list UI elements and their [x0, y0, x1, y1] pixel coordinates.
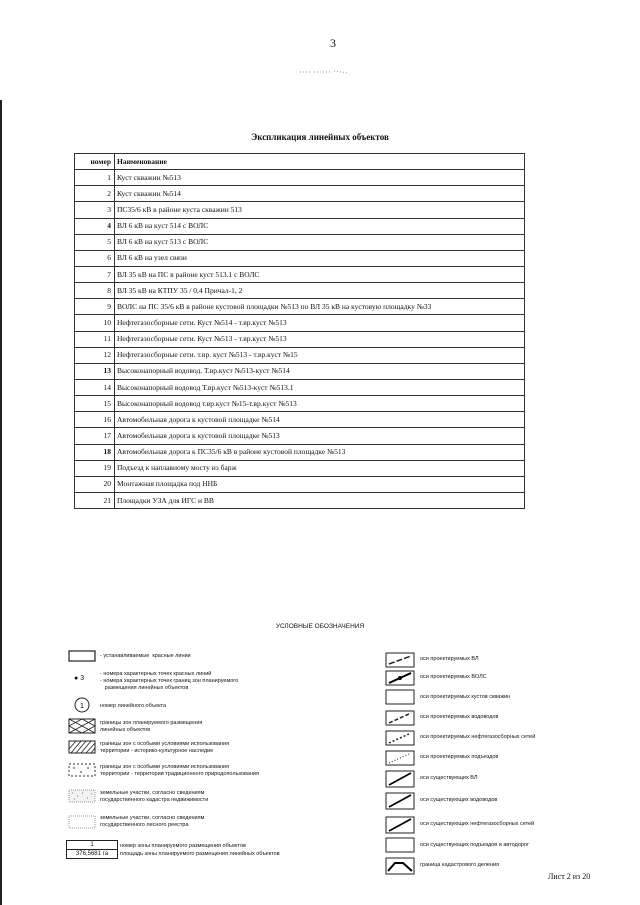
row-number: 6: [75, 250, 115, 266]
existing-oil-gas-line-symbol: [385, 816, 415, 834]
cadastre-parcel-symbol: [68, 789, 96, 803]
legend-right-text: оси проектируемых ВЛ: [420, 656, 479, 662]
legend-right-text: оси проектируемых подъездов: [420, 754, 499, 760]
legend-left-text: - номера характерных точек красных линий - номера характерных точек границ зон планируемого размещения линейных объектов: [100, 671, 239, 691]
table-row: [75, 283, 525, 299]
explication-table: [74, 153, 525, 509]
row-number: 13: [75, 363, 115, 379]
row-number: 16: [75, 412, 115, 428]
row-name: Автомобильная дорога к кустовой площадке №514: [115, 412, 525, 428]
row-name: Высоконапорный водовод Т.вр.куст №513-куст №513.1: [115, 379, 525, 395]
row-number: 20: [75, 476, 115, 492]
traditional-use-zone-symbol: [68, 763, 96, 777]
row-number: 5: [75, 234, 115, 250]
table-row: [75, 460, 525, 476]
table-row: [75, 347, 525, 363]
row-number: 12: [75, 347, 115, 363]
projected-well-pad-symbol: [385, 689, 415, 705]
table-row: [75, 363, 525, 379]
projected-water-line-symbol: [385, 710, 415, 726]
existing-power-line-symbol: [385, 770, 415, 788]
table-row: [75, 250, 525, 266]
legend-right-text: оси проектируемых нефтегазосборных сетей: [420, 734, 536, 740]
legend-left-text: границы зон планируемого размещения линейных объектов: [100, 720, 203, 733]
row-name: Площадки УЗА для ИГС и ВВ: [115, 492, 525, 508]
row-name: ПС35/6 кВ в районе куста скважин 513: [115, 202, 525, 218]
table-body: [75, 170, 525, 509]
row-number: 1: [75, 170, 115, 186]
zone-area-box: [66, 840, 118, 859]
legend-right-text: оси существующих подъездов и автодорог: [420, 842, 529, 848]
table-row: [75, 331, 525, 347]
table-row: [75, 202, 525, 218]
row-name: Нефтегазосборные сети. т.вр. куст №513 - т.вр.куст №15: [115, 347, 525, 363]
row-name: Нефтегазосборные сети. Куст №514 - т.вр.куст №513: [115, 315, 525, 331]
row-name: ВЛ 35 кВ на ПС в районе куст 513.1 с ВОЛС: [115, 266, 525, 282]
table-row: [75, 412, 525, 428]
table-row: [75, 476, 525, 492]
row-number: 3: [75, 202, 115, 218]
object-number-circle-icon: [74, 697, 90, 713]
row-number: 8: [75, 283, 115, 299]
table-row: [75, 299, 525, 315]
legend-right-text: граница кадастрового деления: [420, 862, 500, 868]
table-row: [75, 266, 525, 282]
red-line-symbol: [68, 650, 96, 662]
row-name: Высоконапорный водовод т.вр.куст №15-т.вр.куст №513: [115, 396, 525, 412]
row-number: 11: [75, 331, 115, 347]
legend-right-text: оси проектируемых ВОЛС: [420, 674, 487, 680]
row-number: 18: [75, 444, 115, 460]
scan-mark: [300, 70, 350, 74]
projected-access-road-symbol: [385, 750, 415, 766]
row-number: 9: [75, 299, 115, 315]
table-row: [75, 379, 525, 395]
point-number-symbol: ● 3: [74, 675, 85, 682]
table-row: [75, 492, 525, 508]
row-name: ВЛ 6 кВ на куст 514 с ВОЛС: [115, 218, 525, 234]
row-name: Нефтегазосборные сети. Куст №513 - т.вр.куст №513: [115, 331, 525, 347]
legend-right-text: оси существующих ВЛ: [420, 775, 478, 781]
legend-left-text: границы зон с особыми условиями использования территории - историко-культурное наследие: [100, 741, 230, 754]
projected-fiber-line-symbol: [385, 670, 415, 686]
page-number: 3: [330, 36, 336, 50]
legend-left-text: номер линейного объекта: [100, 703, 167, 709]
legend-right-text: оси существующих водоводов: [420, 797, 498, 803]
row-name: ВЛ 6 кВ на куст 513 с ВОЛС: [115, 234, 525, 250]
table-row: [75, 428, 525, 444]
row-name: Монтажная площадка под ННБ: [115, 476, 525, 492]
table-header-row: [75, 154, 525, 170]
row-name: Высоконапорный водовод. Т.вр.куст №513-куст №514: [115, 363, 525, 379]
zone-area: 376,5681 га: [75, 851, 109, 857]
zone-boundary-symbol: [68, 718, 96, 734]
zone-number: 1: [67, 841, 117, 850]
legend-left-text: номер зоны планируемого размещения объектов площадь зоны планируемого размещения линейных объектов: [120, 843, 280, 857]
legend-right-text: оси существующих нефтегазосборных сетей: [420, 821, 535, 827]
forest-registry-symbol: [68, 815, 96, 829]
page-edge-line: [0, 100, 2, 905]
heritage-zone-symbol: [68, 740, 96, 754]
row-number: 7: [75, 266, 115, 282]
row-number: 10: [75, 315, 115, 331]
row-name: Куст скважин №514: [115, 186, 525, 202]
projected-oil-gas-line-symbol: [385, 730, 415, 746]
sheet-label: Лист 2 из 20: [548, 872, 591, 881]
table-title: Экспликация линейных объектов: [251, 132, 389, 142]
row-name: Куст скважин №513: [115, 170, 525, 186]
table-row: [75, 444, 525, 460]
header-name: Наименование: [115, 154, 525, 170]
row-number: 14: [75, 379, 115, 395]
row-name: ВЛ 35 кВ на КТПУ 35 / 0,4 Причал-1, 2: [115, 283, 525, 299]
table-row: [75, 170, 525, 186]
legend-right-text: оси проектируемых водоводов: [420, 714, 499, 720]
legend-left-text: границы зон с особыми условиями использования территории - территории традиционного природопользования: [100, 764, 259, 777]
table-row: [75, 396, 525, 412]
row-number: 17: [75, 428, 115, 444]
existing-water-line-symbol: [385, 792, 415, 810]
row-name: Автомобильная дорога к ПС35/6 кВ в районе кустовой площадке №513: [115, 444, 525, 460]
row-number: 19: [75, 460, 115, 476]
row-name: ВЛ 6 кВ на узел связи: [115, 250, 525, 266]
table-row: [75, 234, 525, 250]
row-number: 15: [75, 396, 115, 412]
legend-right-text: оси проектируемых кустов скважин: [420, 694, 511, 700]
row-number: 2: [75, 186, 115, 202]
table-row: [75, 218, 525, 234]
row-number: 21: [75, 492, 115, 508]
header-number: номер: [75, 154, 115, 170]
row-name: ВОЛС на ПС 35/6 кВ в районе кустовой площадки №513 по ВЛ 35 кВ на кустовую площадку №33: [115, 299, 525, 315]
projected-power-line-symbol: [385, 652, 415, 668]
svg-text:1: 1: [80, 703, 84, 710]
cadastral-boundary-symbol: [385, 857, 415, 875]
legend-left-text: земельные участки, согласно сведениям государственного кадастра недвижимости: [100, 790, 209, 803]
table-row: [75, 315, 525, 331]
legend-title: УСЛОВНЫЕ ОБОЗНАЧЕНИЯ: [275, 623, 365, 630]
row-name: Автомобильная дорога к кустовой площадке №513: [115, 428, 525, 444]
existing-road-symbol: [385, 837, 415, 853]
legend-left-text: земельные участки, согласно сведениям государственного лесного реестра: [100, 815, 205, 828]
row-number: 4: [75, 218, 115, 234]
legend-left-text: - устанавливаемые красные линии: [100, 653, 191, 659]
table-row: [75, 186, 525, 202]
row-name: Подъезд к наплавному мосту из барж: [115, 460, 525, 476]
